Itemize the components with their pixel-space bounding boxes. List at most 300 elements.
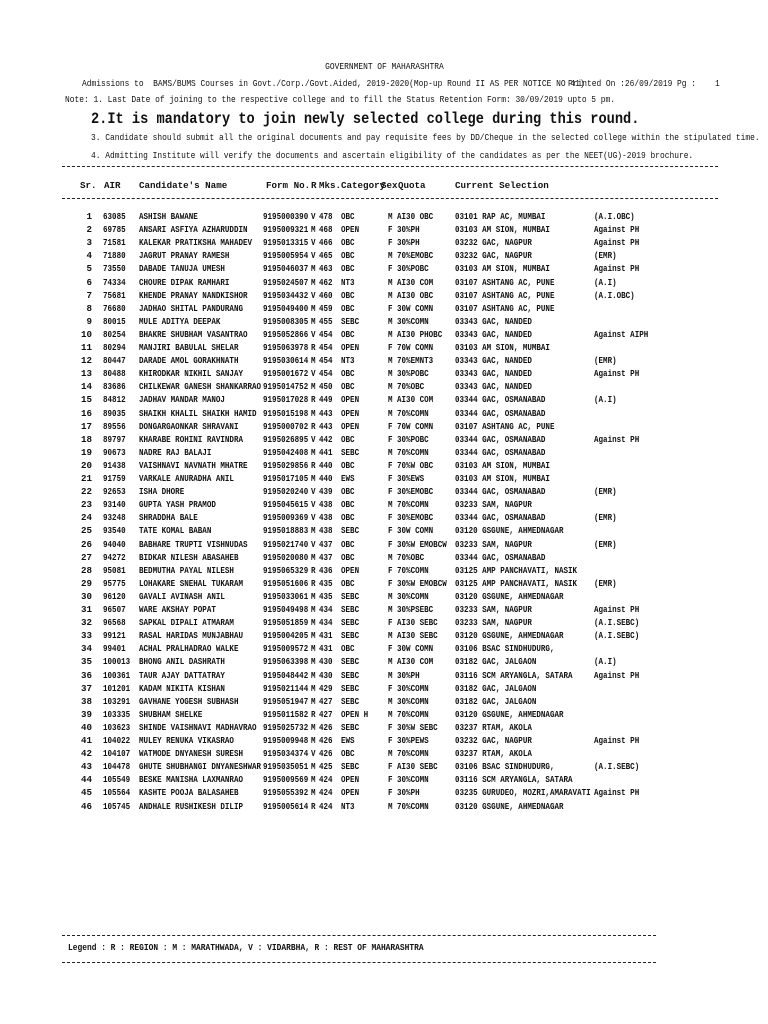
form-no-cell: 9195020240 bbox=[263, 486, 309, 498]
category-cell: OPEN bbox=[341, 224, 360, 236]
marks-cell: 437 bbox=[319, 551, 333, 563]
selection-cell: 03233 SAM, NAGPUR bbox=[455, 499, 532, 511]
category-cell: SEBC bbox=[341, 590, 360, 602]
form-no-cell: 9195009369 bbox=[263, 512, 309, 524]
name-cell: RASAL HARIDAS MUNJABHAU bbox=[139, 630, 243, 642]
table-row bbox=[0, 721, 768, 734]
selection-cell: 03107 ASHTANG AC, PUNE bbox=[455, 276, 555, 288]
marks-cell: 438 bbox=[319, 525, 333, 537]
name-cell: SHUBHAM SHELKE bbox=[139, 708, 203, 720]
name-cell: BABHARE TRUPTI VISHNUDAS bbox=[139, 538, 248, 550]
form-no-cell: 9195021740 bbox=[263, 538, 309, 550]
name-cell: ANDHALE RUSHIKESH DILIP bbox=[139, 800, 243, 812]
region-cell: M bbox=[311, 617, 316, 629]
sr-cell: 15 bbox=[80, 394, 92, 406]
selection-cell: 03125 AMP PANCHAVATI, NASIK bbox=[455, 577, 578, 589]
marks-cell: 449 bbox=[319, 394, 333, 406]
region-cell: V bbox=[311, 538, 316, 550]
sr-cell: 30 bbox=[80, 590, 92, 602]
form-no-cell: 9195051859 bbox=[263, 617, 309, 629]
quota-cell: 70%COMN bbox=[397, 407, 429, 419]
region-cell: M bbox=[311, 224, 316, 236]
region-cell: M bbox=[311, 669, 316, 681]
table-row bbox=[0, 538, 768, 551]
name-cell: DONGARGAONKAR SHRAVANI bbox=[139, 420, 239, 432]
sr-cell: 37 bbox=[80, 682, 92, 694]
marks-cell: 426 bbox=[319, 721, 333, 733]
marks-cell: 427 bbox=[319, 708, 333, 720]
table-row bbox=[0, 577, 768, 590]
region-cell: M bbox=[311, 276, 316, 288]
sr-cell: 13 bbox=[80, 368, 92, 380]
table-row bbox=[0, 629, 768, 642]
name-cell: ISHA DHORE bbox=[139, 486, 185, 498]
note-3: 3. Candidate should submit all the original documents and pay requisite fees by DD/Cheque in the selected college within the stipulated time. bbox=[91, 132, 760, 143]
table-row bbox=[0, 564, 768, 577]
printed-on: Printed On :26/09/2019 Pg : 1 bbox=[568, 78, 720, 89]
air-cell: 80294 bbox=[103, 342, 126, 353]
region-cell: R bbox=[311, 564, 316, 576]
quota-cell: 30%POBC bbox=[397, 263, 429, 275]
sex-cell: F bbox=[388, 459, 393, 471]
remark-cell: Against PH bbox=[594, 433, 640, 445]
table-row bbox=[0, 551, 768, 564]
region-cell: M bbox=[311, 774, 316, 786]
table-row bbox=[0, 708, 768, 721]
sr-cell: 5 bbox=[86, 263, 92, 275]
selection-cell: 03343 GAC, NANDED bbox=[455, 381, 532, 393]
table-row bbox=[0, 800, 768, 813]
remark-cell: (EMR) bbox=[594, 577, 617, 589]
divider-header bbox=[62, 198, 718, 199]
table-row bbox=[0, 446, 768, 459]
air-cell: 103291 bbox=[103, 695, 131, 707]
legend: Legend : R : REGION : M : MARATHWADA, V : VIDARBHA, R : REST OF MAHARASHTRA bbox=[68, 942, 424, 953]
marks-cell: 425 bbox=[319, 761, 333, 773]
sex-cell: M bbox=[388, 276, 393, 288]
form-no-cell: 9195004205 bbox=[263, 630, 309, 642]
category-cell: SEBC bbox=[341, 604, 360, 615]
table-row bbox=[0, 459, 768, 472]
category-cell: SEBC bbox=[341, 695, 360, 707]
name-cell: ASHISH BAWANE bbox=[139, 211, 198, 222]
selection-cell: 03116 SCM ARYANGLA, SATARA bbox=[455, 669, 573, 681]
selection-cell: 03344 GAC, OSMANABAD bbox=[455, 446, 546, 458]
name-cell: KALEKAR PRATIKSHA MAHADEV bbox=[139, 237, 253, 249]
form-no-cell: 9195055392 bbox=[263, 787, 309, 799]
quota-cell: 30%COMN bbox=[397, 590, 429, 602]
government-title: GOVERNMENT OF MAHARASHTRA bbox=[325, 61, 444, 72]
sex-cell: M bbox=[388, 407, 393, 419]
sr-cell: 31 bbox=[80, 604, 92, 615]
name-cell: BIDKAR NILESH ABASAHEB bbox=[139, 551, 239, 563]
name-cell: DABADE TANUJA UMESH bbox=[139, 263, 225, 275]
table-row bbox=[0, 393, 768, 406]
form-no-cell: 9195009569 bbox=[263, 774, 309, 786]
remark-cell: Against PH bbox=[594, 669, 640, 681]
region-cell: M bbox=[311, 721, 316, 733]
remark-cell: Against PH bbox=[594, 787, 640, 799]
air-cell: 103335 bbox=[103, 708, 131, 720]
name-cell: KADAM NIKITA KISHAN bbox=[139, 682, 225, 694]
category-cell: OBC bbox=[341, 381, 355, 393]
remark-cell: (EMR) bbox=[594, 512, 617, 524]
air-cell: 100361 bbox=[103, 669, 131, 681]
form-no-cell: 9195034432 bbox=[263, 289, 309, 301]
sex-cell: M bbox=[388, 551, 393, 563]
category-cell: NT3 bbox=[341, 800, 355, 812]
sex-cell: M bbox=[388, 381, 393, 393]
air-cell: 80015 bbox=[103, 315, 126, 327]
region-cell: V bbox=[311, 512, 316, 524]
category-cell: OBC bbox=[341, 368, 355, 380]
region-cell: R bbox=[311, 577, 316, 589]
marks-cell: 478 bbox=[319, 211, 333, 222]
region-cell: M bbox=[311, 590, 316, 602]
region-cell: M bbox=[311, 682, 316, 694]
selection-cell: 03344 GAC, OSMANABAD bbox=[455, 407, 546, 419]
name-cell: JADHAO SHITAL PANDURANG bbox=[139, 302, 243, 314]
quota-cell: 30%PH bbox=[397, 669, 420, 681]
air-cell: 74334 bbox=[103, 276, 126, 288]
region-cell: R bbox=[311, 342, 316, 353]
name-cell: ANSARI ASFIYA AZHARUDDIN bbox=[139, 224, 248, 236]
quota-cell: 70%W OBC bbox=[397, 459, 434, 471]
marks-cell: 434 bbox=[319, 617, 333, 629]
quota-cell: 30W COMN bbox=[397, 302, 434, 314]
category-cell: OBC bbox=[341, 643, 355, 655]
selection-cell: 03103 AM SION, MUMBAI bbox=[455, 473, 550, 484]
quota-cell: AI30 PHOBC bbox=[397, 328, 443, 340]
name-cell: GHUTE SHUBHANGI DNYANESHWAR bbox=[139, 761, 262, 773]
marks-cell: 434 bbox=[319, 604, 333, 615]
category-cell: OPEN bbox=[341, 564, 360, 576]
name-cell: NADRE RAJ BALAJI bbox=[139, 446, 212, 458]
table-row bbox=[0, 773, 768, 786]
quota-cell: 30%COMN bbox=[397, 682, 429, 694]
quota-cell: 30%W SEBC bbox=[397, 721, 438, 733]
form-no-cell: 9195013315 bbox=[263, 237, 309, 249]
air-cell: 73550 bbox=[103, 263, 126, 275]
form-no-cell: 9195026895 bbox=[263, 433, 309, 445]
category-cell: OBC bbox=[341, 250, 355, 262]
region-cell: V bbox=[311, 237, 316, 249]
table-row bbox=[0, 380, 768, 393]
quota-cell: 30%COMN bbox=[397, 315, 429, 327]
region-cell: V bbox=[311, 289, 316, 301]
sr-cell: 10 bbox=[80, 328, 92, 340]
form-no-cell: 9195009572 bbox=[263, 643, 309, 655]
table-row bbox=[0, 485, 768, 498]
sex-cell: M bbox=[388, 630, 393, 642]
marks-cell: 429 bbox=[319, 682, 333, 694]
category-cell: OBC bbox=[341, 577, 355, 589]
sr-cell: 12 bbox=[80, 355, 92, 367]
air-cell: 75681 bbox=[103, 289, 126, 301]
quota-cell: 30%EMOBC bbox=[397, 486, 434, 498]
sex-cell: M bbox=[388, 289, 393, 301]
sex-cell: F bbox=[388, 538, 393, 550]
form-no-cell: 9195049400 bbox=[263, 302, 309, 314]
selection-cell: 03237 RTAM, AKOLA bbox=[455, 721, 532, 733]
sex-cell: F bbox=[388, 342, 393, 353]
form-no-cell: 9195015198 bbox=[263, 407, 309, 419]
selection-cell: 03103 AM SION, MUMBAI bbox=[455, 224, 550, 236]
selection-cell: 03343 GAC, NANDED bbox=[455, 368, 532, 380]
table-row bbox=[0, 367, 768, 380]
sr-cell: 8 bbox=[86, 302, 92, 314]
remark-cell: (A.I.OBC) bbox=[594, 211, 635, 222]
category-cell: OBC bbox=[341, 289, 355, 301]
sr-cell: 7 bbox=[86, 289, 92, 301]
category-cell: OBC bbox=[341, 211, 355, 222]
sex-cell: F bbox=[388, 512, 393, 524]
sr-cell: 44 bbox=[80, 774, 92, 786]
region-cell: M bbox=[311, 656, 316, 668]
form-no-cell: 9195020080 bbox=[263, 551, 309, 563]
category-cell: OBC bbox=[341, 459, 355, 471]
region-cell: V bbox=[311, 748, 316, 760]
air-cell: 94272 bbox=[103, 551, 126, 563]
air-cell: 90673 bbox=[103, 446, 126, 458]
sr-cell: 42 bbox=[80, 748, 92, 760]
sr-cell: 29 bbox=[80, 577, 92, 589]
air-cell: 92653 bbox=[103, 486, 126, 498]
air-cell: 89797 bbox=[103, 433, 126, 445]
name-cell: TAUR AJAY DATTATRAY bbox=[139, 669, 225, 681]
quota-cell: AI30 SEBC bbox=[397, 761, 438, 773]
air-cell: 80447 bbox=[103, 355, 126, 367]
remark-cell: Against PH bbox=[594, 368, 640, 380]
selection-cell: 03233 SAM, NAGPUR bbox=[455, 538, 532, 550]
col-sr: Sr. bbox=[80, 180, 97, 191]
air-cell: 96120 bbox=[103, 590, 126, 602]
sex-cell: M bbox=[388, 211, 393, 222]
sex-cell: M bbox=[388, 328, 393, 340]
region-cell: R bbox=[311, 708, 316, 720]
sex-cell: F bbox=[388, 420, 393, 432]
air-cell: 91759 bbox=[103, 473, 126, 484]
note-4: 4. Admitting Institute will verify the documents and ascertain eligibility of the candidates as per the NEET(UG)-2019 brochure. bbox=[91, 150, 694, 161]
quota-cell: AI30 SEBC bbox=[397, 630, 438, 642]
region-cell: V bbox=[311, 328, 316, 340]
quota-cell: AI30 OBC bbox=[397, 211, 434, 222]
form-no-cell: 9195052866 bbox=[263, 328, 309, 340]
remark-cell: Against PH bbox=[594, 224, 640, 236]
category-cell: OBC bbox=[341, 237, 355, 249]
col-sex: Sex bbox=[381, 180, 398, 191]
form-no-cell: 9195065329 bbox=[263, 564, 309, 576]
selection-cell: 03106 BSAC SINDHUDURG, bbox=[455, 643, 555, 655]
marks-cell: 435 bbox=[319, 577, 333, 589]
remark-cell: (A.I) bbox=[594, 276, 617, 288]
name-cell: SHRADDHA BALE bbox=[139, 512, 198, 524]
name-cell: CHILKEWAR GANESH SHANKARRAO bbox=[139, 381, 262, 393]
quota-cell: AI30 OBC bbox=[397, 289, 434, 301]
name-cell: WATMODE DNYANESH SURESH bbox=[139, 748, 243, 760]
sex-cell: F bbox=[388, 473, 393, 484]
sex-cell: F bbox=[388, 486, 393, 498]
region-cell: M bbox=[311, 355, 316, 367]
region-cell: R bbox=[311, 800, 316, 812]
category-cell: SEBC bbox=[341, 630, 360, 642]
selection-cell: 03120 GSGUNE, AHMEDNAGAR bbox=[455, 708, 564, 720]
form-no-cell: 9195005614 bbox=[263, 800, 309, 812]
remark-cell: Against AIPH bbox=[594, 328, 649, 340]
sr-cell: 24 bbox=[80, 512, 92, 524]
col-category: Category bbox=[341, 180, 386, 191]
sr-cell: 16 bbox=[80, 407, 92, 419]
remark-cell: (A.I.SEBC) bbox=[594, 630, 640, 642]
quota-cell: 30%PH bbox=[397, 237, 420, 249]
selection-cell: 03120 GSGUNE, AHMEDNAGAR bbox=[455, 590, 564, 602]
marks-cell: 468 bbox=[319, 224, 333, 236]
marks-cell: 440 bbox=[319, 473, 333, 484]
selection-cell: 03343 GAC, NANDED bbox=[455, 328, 532, 340]
category-cell: OBC bbox=[341, 499, 355, 511]
marks-cell: 438 bbox=[319, 499, 333, 511]
remark-cell: Against PH bbox=[594, 263, 640, 275]
col-selection: Current Selection bbox=[455, 180, 549, 191]
form-no-cell: 9195017105 bbox=[263, 473, 309, 484]
table-row bbox=[0, 407, 768, 420]
air-cell: 83686 bbox=[103, 381, 126, 393]
air-cell: 94040 bbox=[103, 538, 126, 550]
selection-cell: 03233 SAM, NAGPUR bbox=[455, 617, 532, 629]
category-cell: OPEN bbox=[341, 420, 360, 432]
form-no-cell: 9195033061 bbox=[263, 590, 309, 602]
form-no-cell: 9195029856 bbox=[263, 459, 309, 471]
form-no-cell: 9195049498 bbox=[263, 604, 309, 615]
marks-cell: 431 bbox=[319, 643, 333, 655]
table-row bbox=[0, 472, 768, 485]
air-cell: 105745 bbox=[103, 800, 131, 812]
form-no-cell: 9195025732 bbox=[263, 721, 309, 733]
table-row bbox=[0, 276, 768, 289]
table-row bbox=[0, 655, 768, 668]
air-cell: 103623 bbox=[103, 721, 131, 733]
sex-cell: M bbox=[388, 708, 393, 720]
category-cell: OPEN bbox=[341, 787, 360, 799]
quota-cell: 30%PH bbox=[397, 224, 420, 236]
category-cell: OBC bbox=[341, 512, 355, 524]
form-no-cell: 9195005954 bbox=[263, 250, 309, 262]
selection-cell: 03120 GSGUNE, AHMEDNAGAR bbox=[455, 630, 564, 642]
quota-cell: AI30 COM bbox=[397, 276, 434, 288]
air-cell: 76680 bbox=[103, 302, 126, 314]
selection-cell: 03344 GAC, OSMANABAD bbox=[455, 486, 546, 498]
form-no-cell: 9195051606 bbox=[263, 577, 309, 589]
selection-cell: 03101 RAP AC, MUMBAI bbox=[455, 211, 546, 222]
sr-cell: 23 bbox=[80, 499, 92, 511]
sex-cell: M bbox=[388, 250, 393, 262]
quota-cell: 70%COMN bbox=[397, 708, 429, 720]
selection-cell: 03120 GSGUNE, AHMEDNAGAR bbox=[455, 525, 564, 537]
quota-cell: 30%PSEBC bbox=[397, 604, 434, 615]
name-cell: CHOURE DIPAK RAMHARI bbox=[139, 276, 230, 288]
quota-cell: 70%COMN bbox=[397, 800, 429, 812]
marks-cell: 438 bbox=[319, 512, 333, 524]
region-cell: M bbox=[311, 302, 316, 314]
marks-cell: 466 bbox=[319, 237, 333, 249]
col-region: R bbox=[311, 180, 317, 191]
quota-cell: AI30 COM bbox=[397, 656, 434, 668]
region-cell: V bbox=[311, 486, 316, 498]
table-row bbox=[0, 341, 768, 354]
marks-cell: 439 bbox=[319, 486, 333, 498]
selection-cell: 03344 GAC, OSMANABAD bbox=[455, 394, 546, 406]
selection-cell: 03182 GAC, JALGAON bbox=[455, 682, 537, 694]
remark-cell: (EMR) bbox=[594, 486, 617, 498]
category-cell: OPEN H bbox=[341, 708, 369, 720]
region-cell: M bbox=[311, 761, 316, 773]
sr-cell: 27 bbox=[80, 551, 92, 563]
marks-cell: 431 bbox=[319, 630, 333, 642]
sex-cell: M bbox=[388, 800, 393, 812]
table-row bbox=[0, 616, 768, 629]
name-cell: SHAIKH KHALIL SHAIKH HAMID bbox=[139, 407, 257, 419]
name-cell: JAGRUT PRANAY RAMESH bbox=[139, 250, 230, 262]
name-cell: KHARABE ROHINI RAVINDRA bbox=[139, 433, 243, 445]
marks-cell: 437 bbox=[319, 538, 333, 550]
table-row bbox=[0, 590, 768, 603]
air-cell: 104022 bbox=[103, 735, 131, 746]
category-cell: OBC bbox=[341, 302, 355, 314]
sr-cell: 34 bbox=[80, 643, 92, 655]
form-no-cell: 9195046037 bbox=[263, 263, 309, 275]
selection-cell: 03103 AM SION, MUMBAI bbox=[455, 263, 550, 275]
category-cell: OPEN bbox=[341, 394, 360, 406]
category-cell: SEBC bbox=[341, 446, 360, 458]
quota-cell: 70%COMN bbox=[397, 564, 429, 576]
marks-cell: 460 bbox=[319, 289, 333, 301]
table-row bbox=[0, 433, 768, 446]
category-cell: OBC bbox=[341, 433, 355, 445]
sex-cell: F bbox=[388, 564, 393, 576]
sr-cell: 33 bbox=[80, 630, 92, 642]
divider-top bbox=[62, 166, 718, 167]
form-no-cell: 9195051947 bbox=[263, 695, 309, 707]
sr-cell: 11 bbox=[80, 342, 92, 353]
marks-cell: 430 bbox=[319, 656, 333, 668]
selection-cell: 03116 SCM ARYANGLA, SATARA bbox=[455, 774, 573, 786]
name-cell: GUPTA YASH PRAMOD bbox=[139, 499, 216, 511]
air-cell: 95775 bbox=[103, 577, 126, 589]
quota-cell: 70W COMN bbox=[397, 420, 434, 432]
form-no-cell: 9195030614 bbox=[263, 355, 309, 367]
region-cell: M bbox=[311, 695, 316, 707]
sex-cell: F bbox=[388, 682, 393, 694]
marks-cell: 442 bbox=[319, 433, 333, 445]
air-cell: 63085 bbox=[103, 211, 126, 222]
form-no-cell: 9195048442 bbox=[263, 669, 309, 681]
quota-cell: 70%OBC bbox=[397, 551, 425, 563]
category-cell: EWS bbox=[341, 735, 355, 746]
sex-cell: M bbox=[388, 604, 393, 615]
marks-cell: 436 bbox=[319, 564, 333, 576]
form-no-cell: 9195063398 bbox=[263, 656, 309, 668]
note-2: 2.It is mandatory to join newly selected college during this round. bbox=[91, 110, 640, 128]
sr-cell: 26 bbox=[80, 538, 92, 550]
name-cell: MANJIRI BABULAL SHELAR bbox=[139, 342, 239, 353]
form-no-cell: 9195021144 bbox=[263, 682, 309, 694]
category-cell: EWS bbox=[341, 473, 355, 484]
quota-cell: 70W COMN bbox=[397, 342, 434, 353]
quota-cell: 70%COMN bbox=[397, 499, 429, 511]
selection-cell: 03103 AM SION, MUMBAI bbox=[455, 459, 550, 471]
name-cell: MULE ADITYA DEEPAK bbox=[139, 315, 221, 327]
table-row bbox=[0, 603, 768, 616]
